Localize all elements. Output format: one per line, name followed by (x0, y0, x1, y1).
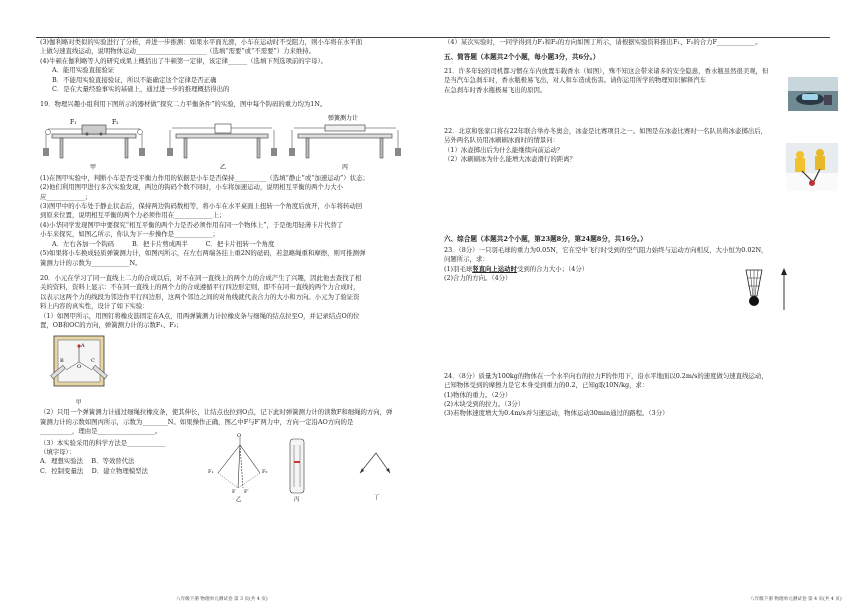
fig-label-o: O (77, 364, 82, 371)
q22-sub1: （1）冰壶掷出后为什么能继续向前运动？ (444, 145, 564, 154)
q19-part2b: 应____________； (40, 192, 92, 201)
q20-line10: （3）本实验采用的科学方法是____________ (40, 438, 166, 447)
q20-line8: 簧测力计的示数如图丙所示，示数为________N。如果操作正确，图乙中F与F′两力中，方向一定沿AO方向的是 (40, 417, 354, 426)
fig-caption-jia: 甲 (90, 163, 97, 171)
q22-sub2: （2）冰刷刷冰为什么能增大冰壶滑行的距离？ (444, 155, 576, 164)
page-4 (430, 0, 860, 608)
q23-line2: 问题所示，求： (444, 255, 489, 264)
q20-line4: 料上内容的真实性，设计了如下实验： (40, 302, 149, 311)
section-5-heading: 五、简答题（本题共2个小题，每小题3分，共6分。） (444, 53, 600, 62)
q21-photo-car-perfume (788, 77, 838, 111)
q22-block (444, 127, 838, 165)
q23-sub1-c: 受到的合力大小；（4分） (516, 264, 589, 273)
q20-option-a: A．理想实验法 (40, 457, 83, 466)
q23-sub1-emphasis: 竖直向上运动时 (472, 264, 517, 273)
q20-option-row2 (40, 467, 190, 476)
fig-jia (43, 119, 145, 158)
q24-sub3: (3)若物体速度增大为0.4m/s并匀速运动，物体运动30min通过的路程。（3分） (444, 409, 669, 418)
q20-line3: 以表示这两个力的线段为邻边作平行四边形，这两个邻边之间的对角线就代表合力的大小和方向。小元为了验证资 (40, 292, 360, 301)
footer-page-3: 八年级下册 物理单元测试卷 第 3 页(共 4 页) (176, 597, 268, 602)
q20-line11: （填字母）： (40, 447, 76, 456)
fig-jia-f2: F₂ (112, 118, 119, 126)
q18-line1: (3)伽利略对类似的实验进行了分析，并进一步推测：如果水平面光滑，小车在运动时不受阻力，则小车将在水平面 (40, 38, 363, 46)
q20-bottom (40, 432, 416, 507)
q20-option-row1 (40, 457, 190, 466)
q19-option-a: A．左右各加一个钩码 (52, 239, 115, 248)
q19-part4a: (4)小华同学发现图甲中要探究“相互平衡的两个力是否必须作用在同一个物体上”，于是他用轻薄卡片代替了 (40, 220, 344, 229)
q18-option-a: A．能用实验直接验证 (52, 66, 115, 75)
q24-line1: 24．（8分）质量为100kg的物体在一个水平向右的拉力F的作用下，沿水平地面以0.2m/s的速度做匀速直线运动， (444, 371, 768, 380)
q19-part3b: 到原来位置，说明相互平衡的两个力必须作用在____________上； (40, 211, 226, 220)
q23-sub1-a: (1)羽毛球 (444, 264, 473, 273)
q19-part5b: 簧测力计的示数为____________N。 (40, 258, 142, 267)
q22-photo-curling (786, 143, 838, 191)
fig2-label-f2: F₂ (262, 468, 268, 475)
q20-line1: 20．小元在学习了同一直线上二力的合成以后，对不在同一直线上的两个力的合成产生了兴趣，因此他去查找了相 (40, 273, 362, 282)
q19-option-c: C．把卡片扭转一个角度 (205, 239, 275, 248)
fig-yi (167, 124, 277, 158)
q19-part4b: 小车来探究，如图乙所示，你认为下一步操作是____________； (40, 230, 219, 239)
q20-line5: （1）如图甲所示，用图钉将橡皮筋固定在A点，用两弹簧测力计拉橡皮条与细绳的结点拉至O，并记录结点O的位 (40, 311, 360, 320)
fig-bing (289, 114, 401, 158)
fig-label-b: B (60, 358, 64, 365)
q24-line2: 已知物体受到的摩擦力是它本身受到重力的0.2，已知g取10N/kg，求： (444, 381, 649, 390)
fig2-caption-bing: 丙 (294, 496, 300, 503)
q19-stem: 19．物理兴趣小组利用下图所示的器材做“探究二力平衡条件”的实验，图中每个钩码的重力均为1N。 (40, 100, 327, 109)
q19-part3a: (3)图甲中的小车处于静止状态后，保持两边钩码数相等，将小车在水平桌面上扭转一个角度后放开，小车将转动回 (40, 202, 363, 211)
q22-line2: 另外两名队员用冰刷刷冰面时的情景问： (444, 136, 560, 145)
q21-line3: 在急刹车时香水瓶极易飞出的原因。 (444, 85, 547, 94)
q18-option-c: C．是在大量经验事实的基础上，通过进一步的推理概括得出的 (52, 85, 230, 94)
fig2-label-f1: F₁ (208, 468, 214, 475)
q22-line1: 22．北京和张家口将在22年联合举办冬奥会，冰壶是比赛项目之一。如图是在冰壶比赛时一名队员将冰壶掷出后， (444, 127, 768, 136)
q18-option-b: B．不能用实验直接验证，所以不能确定这个定律是否正确 (52, 75, 217, 84)
fig-caption-yi: 乙 (220, 163, 227, 171)
shuttlecock-icon (746, 270, 762, 306)
q19-part1: (1)在图甲实验中，判断小车是否受平衡力作用的依据是小车是否保持__________（选填“静止”或“加速运动”）状态； (40, 173, 369, 182)
q20-option-b: B．等效替代法 (91, 457, 135, 466)
arrow-up-icon (781, 268, 787, 310)
q20-line6: 置，OB和OC的方向，弹簧测力计的示数F₁、F₂； (40, 320, 183, 329)
fig-jia-f1: F₁ (70, 118, 77, 126)
q20-line2: 关的资料，资料上显示：不在同一直线上的两个力的合成遵循平行四边形定则，即不在同一直线的两个力合成时， (40, 283, 360, 292)
q20-figures-yi-bing-ding (190, 433, 420, 503)
q19-option-b: B．把卡片剪成两半 (131, 239, 188, 248)
q19-part5a: (5)如果将小车换成轻质弹簧测力计，如图丙所示，在左右两端各挂上重2N的砝码，若忽略绳重和摩擦，则可推测弹 (40, 249, 366, 258)
fig2-label-o: O (237, 432, 242, 439)
q21-block (444, 67, 838, 95)
fig2-caption-yi: 乙 (236, 496, 242, 503)
q19-options (40, 240, 416, 249)
q23-block (444, 246, 838, 284)
fig2-label-f: F (232, 488, 236, 495)
fig-label-a: A (81, 343, 85, 350)
q20-part4: （4）某次实验时，一同学得到力F₁和F₂的方向如图丁所示，请根据实验资料推出F₁、F₂的合力F____________。 (444, 38, 762, 46)
q23-sub2: (2)合力的方向。（4分） (444, 274, 512, 283)
fig2-label-fp: F′ (244, 488, 249, 495)
fig-caption-jia-q20: 甲 (76, 400, 82, 407)
q23-line1: 23．（8分）一只羽毛球的重力为0.05N，它在空中飞行时受到的空气阻力始终与运动方向相反，大小恒为0.02N， (444, 246, 768, 255)
q24-sub1: (1)物体的重力。（2分） (444, 390, 512, 399)
fig-label-c: C (91, 358, 95, 365)
q20-line9: __________，理由是__________________。 (40, 427, 162, 436)
section-6-heading: 六、综合题（本题共2个小题，第23题8分，第24题8分，共16分。） (444, 234, 647, 243)
q20-line7: （2）只用一个弹簧测力计通过细绳拉橡皮条，使其伸长，让结点也拉到O点，记下此时弹簧测力计的读数F和细绳的方向，弹 (40, 408, 393, 417)
fig-bing-spring-label: 弹簧测力计 (328, 114, 359, 122)
footer-page-4: 八年级下册 物理单元测试卷 第 4 页(共 4 页) (750, 597, 842, 602)
q21-line1: 21．许多年轻的司机都习惯在车内放置车载香水（如图），殊不知这会带来诸多的安全隐患，香水瓶虽然很美观，但 (444, 66, 769, 75)
q21-line2: 是当汽车急刹车时，香水瓶极易飞出，对人和车造成伤害。请你运用所学的物理知识解释汽车 (444, 76, 707, 85)
fig-caption-bing: 丙 (342, 163, 349, 171)
q18-line3: (4)牛顿在伽利略等人的研究成果上概括出了牛顿第一定律，该定律______（选填下列选项前的字母）。 (40, 56, 328, 65)
q19-figure (40, 112, 416, 172)
q18-line2: 上做匀速直线运动，说明物体运动______________________（选填“需要”或“不需要”）力来维持。 (40, 47, 316, 56)
q20-option-c: C．控制变量法 (40, 466, 84, 475)
q24-sub2: (2)木块受到的拉力。（3分） (444, 399, 525, 408)
q23-shuttlecock-figure (734, 266, 804, 322)
q20-option-d: D．建立物理模型法 (91, 466, 148, 475)
q20-figure-jia (46, 332, 116, 408)
q19-part2a: (2)他们利用图甲进行多次实验发现，两边的钩码个数不同时，小车将加速运动，说明相互平衡的两个力大小 (40, 183, 344, 192)
fig2-caption-ding: 丁 (374, 494, 380, 501)
